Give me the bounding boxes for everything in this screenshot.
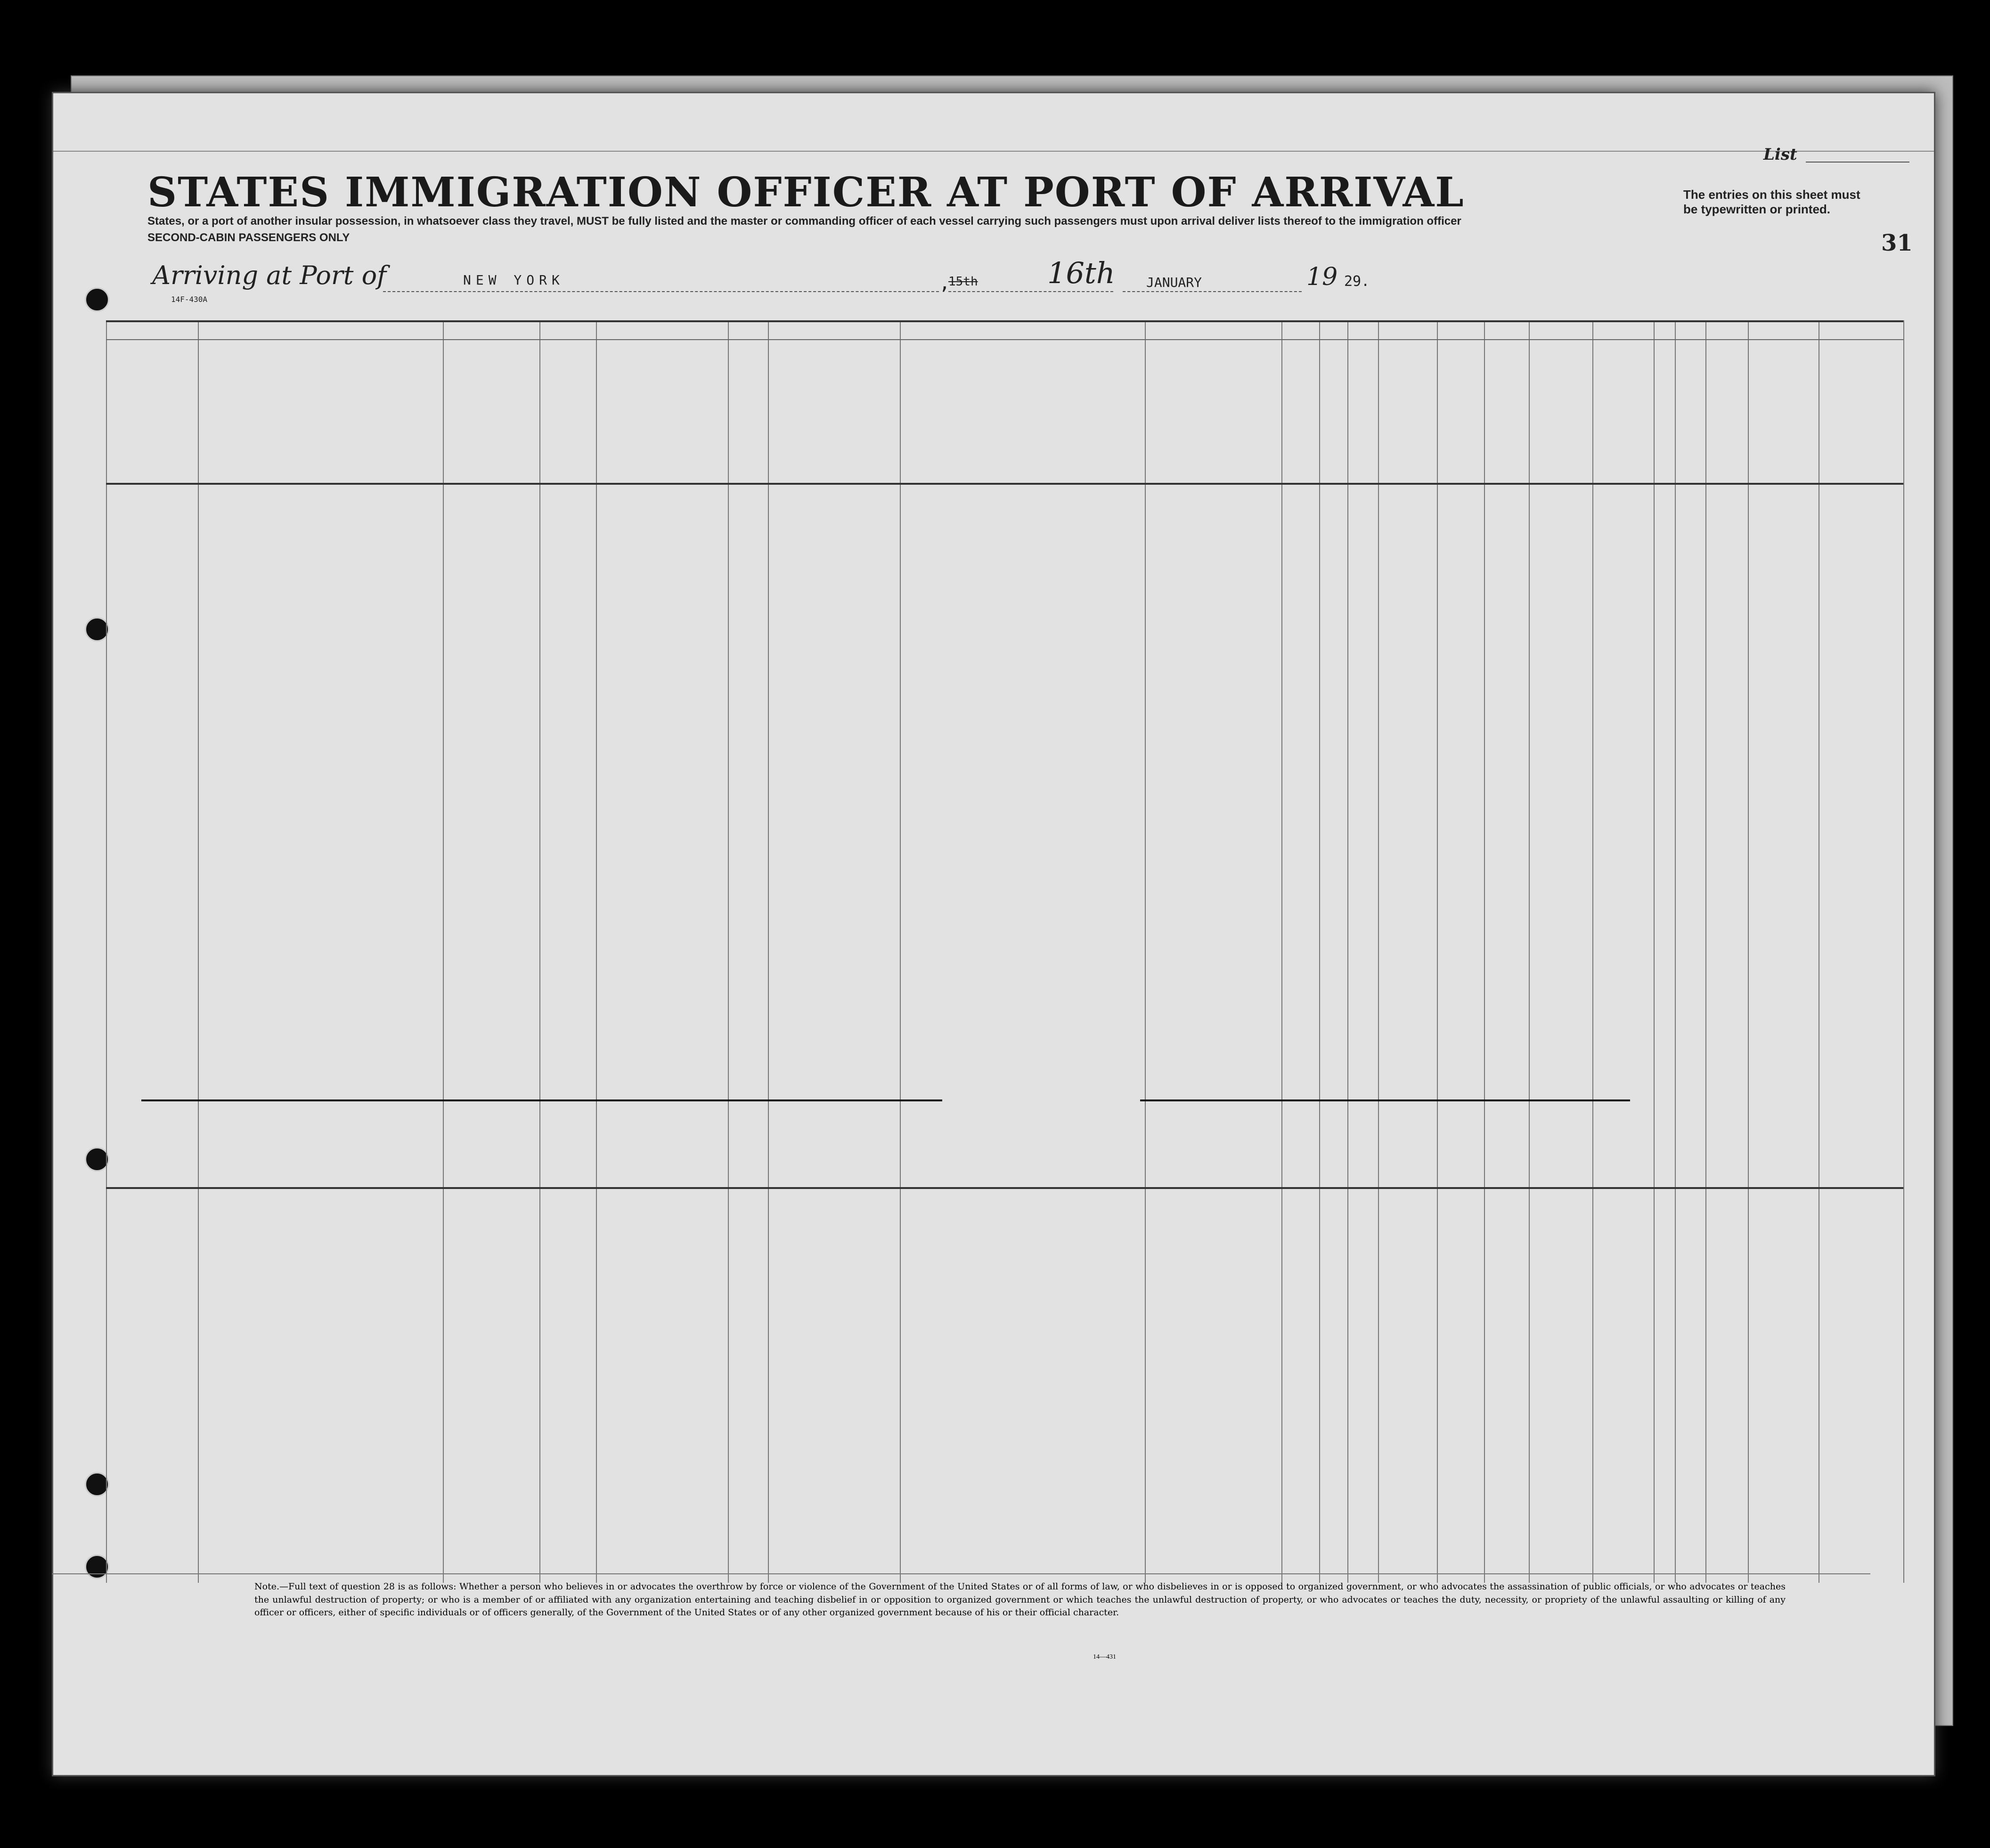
manifest-sheet [52,92,1935,1776]
column-divider [198,320,199,1583]
column-divider [1484,320,1485,1583]
port-name: NEW YORK [463,272,564,288]
column-divider [728,320,729,1583]
column-divider [1592,320,1593,1583]
month: JANUARY [1146,275,1202,290]
year-suffix: 29. [1344,273,1370,290]
column-divider [1654,320,1655,1583]
column-divider [443,320,444,1583]
header-top-rule [106,320,1903,322]
column-divider [1903,320,1904,1583]
form-code: 14F-430A [171,295,208,304]
bottom-rule [52,1573,1870,1574]
column-number-rule [106,339,1903,340]
strikethrough-line [141,1099,942,1101]
comma: , [939,272,951,294]
section-rule [106,1187,1903,1189]
column-divider [539,320,540,1583]
port-line [383,291,939,292]
page-title: STATES IMMIGRATION OFFICER AT PORT OF ARRIVAL [147,169,1465,216]
column-divider [106,320,107,1583]
binding-hole [85,287,109,312]
column-divider [768,320,769,1583]
year-prefix: 19 [1306,263,1338,291]
sheet-number: 31 [1881,230,1913,256]
list-label: List [1763,145,1797,164]
column-divider [1529,320,1530,1583]
typewritten-note: The entries on this sheet must be typewritten or printed. [1683,187,1860,217]
column-divider [1705,320,1706,1583]
column-divider [1347,320,1348,1583]
strikethrough-line [1140,1099,1630,1101]
top-rule [53,151,1934,152]
footnote: Note.—Full text of question 28 is as follows: Whether a person who believes in or advocates the overthrow by force or violence of the Government of the United States or of all forms of law, or who disbelieves in or is opposed to organized government, or who advocates the assassination of public officials, or who advocates or teaches the unlawful destruction of property; or who is a member of or affiliated with any organization entertaining and teaching disbelief in or opposition to organized government or which teaches the unlawful destruction of property, or who advocates or teaches the duty, necessity, or propriety of the unlawful assaulting or killing of any officer or officers, either of specific individuals or of officers generally, of the Government of the United States or of any other organized government because of his or their official character. [254,1581,1786,1618]
column-divider [1748,320,1749,1583]
form-number: 14—431 [1093,1653,1116,1661]
column-divider [1281,320,1282,1583]
column-divider [1675,320,1676,1583]
column-divider [900,320,901,1583]
day-handwritten: 16th [1047,256,1115,290]
column-divider [1319,320,1320,1583]
list-line [1806,162,1909,163]
class-label: SECOND-CABIN PASSENGERS ONLY [147,231,350,244]
arriving-label: Arriving at Port of [152,261,387,290]
column-divider [596,320,597,1583]
column-divider [1437,320,1438,1583]
column-divider [1145,320,1146,1583]
day-typed: 15th [948,275,978,289]
day-line [948,291,1113,292]
header-bottom-rule [106,483,1903,485]
month-line [1123,291,1302,292]
subtitle: States, or a port of another insular possession, in whatsoever class they travel, MUST be fully listed and the master or commanding officer of each vessel carrying such passengers must upon arrival deliver lists thereof to the immigration officer [147,215,1461,228]
column-divider [1378,320,1379,1583]
